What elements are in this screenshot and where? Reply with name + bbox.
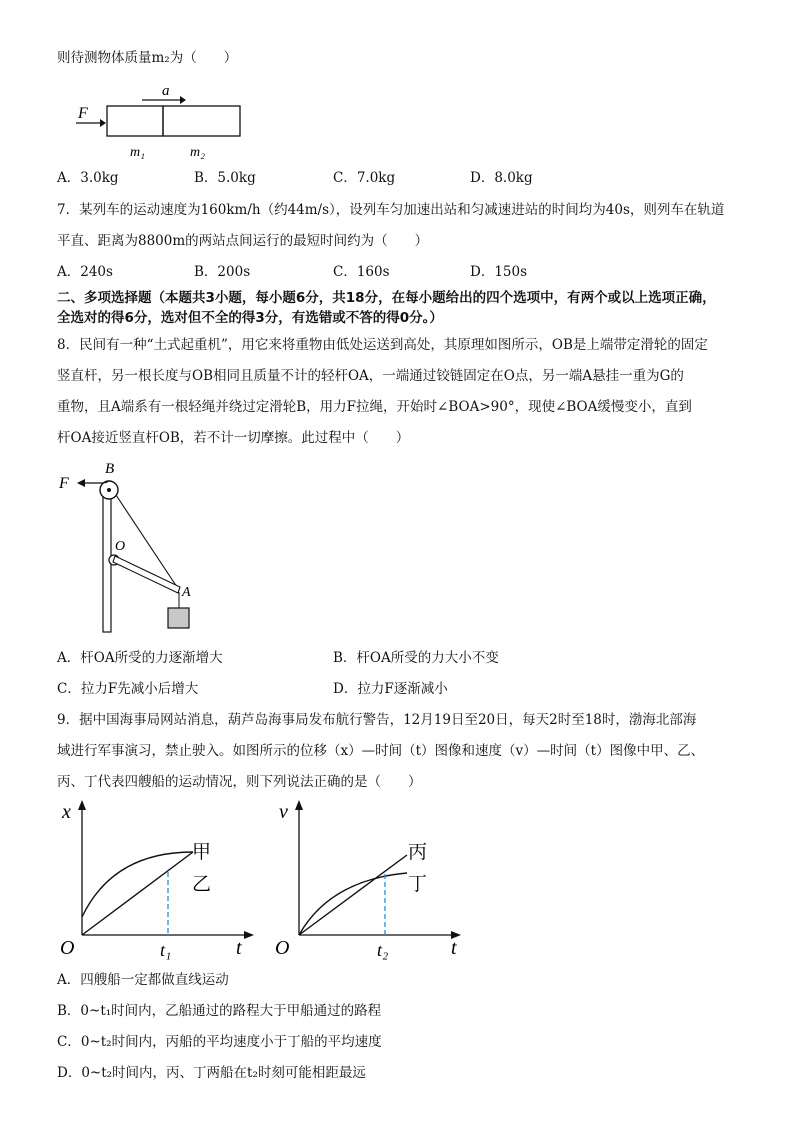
xt-origin: O [60,937,75,959]
force-label: F [78,105,88,122]
q9-option-b: B．0~t₁时间内，乙船通过的路程大于甲船通过的路程 [57,1003,382,1019]
m2-label: m₂ [190,145,205,160]
rod-OA [113,556,180,593]
curve-jia-label: 甲 [192,842,212,863]
section2-heading-line1: 二、多项选择题（本题共3小题，每小题6分，共18分，在每小题给出的四个选项中，有两个或以上选项正确， [57,290,716,306]
curve-bing [299,855,407,935]
xt-graph [58,800,258,965]
q7-option-b: B．200s [194,264,251,280]
q8-option-a: A．杆OA所受的力逐渐增大 [57,650,223,666]
q7-line1: 7．某列车的运动速度为160km/h（约44m/s），设列车匀加速出站和匀减速进站的时间均为40s，则列车在轨道 [57,202,725,218]
q6-block-figure [70,78,260,160]
xt-y-label: x [62,801,71,823]
curve-yi-label: 乙 [192,874,212,895]
q9-option-c: C．0~t₂时间内，丙船的平均速度小于丁船的平均速度 [57,1034,382,1050]
q6-option-b: B．5.0kg [194,170,256,186]
q9-option-d: D．0~t₂时间内，丙、丁两船在t₂时刻可能相距最远 [57,1065,366,1081]
q6-stem: 则待测物体质量m₂为（ ） [57,50,238,66]
q7-line2: 平直、距离为8800m的两站点间运行的最短时间约为（ ） [57,233,429,249]
q9-line3: 丙、丁代表四艘船的运动情况，则下列说法正确的是（ ） [57,774,422,790]
curve-bing-label: 丙 [408,842,428,863]
q8-option-c: C．拉力F先减小后增大 [57,681,199,697]
q7-option-c: C．160s [333,264,390,280]
F-label: F [59,475,69,492]
q6-option-a: A．3.0kg [57,170,119,186]
curve-ding [299,873,407,935]
block-m1 [107,106,163,136]
q7-option-a: A．240s [57,264,113,280]
B-label: B [105,461,115,477]
A-label: A [182,585,191,600]
q7-option-d: D．150s [470,264,528,280]
q6-option-c: C．7.0kg [333,170,396,186]
curve-yi [82,852,193,917]
q8-option-d: D．拉力F逐渐减小 [333,681,448,697]
block-m2 [163,106,240,136]
xt-x-label: t [236,937,242,959]
vt-tick-t2: t₂ [377,940,389,960]
vt-x-label: t [451,937,457,959]
q8-line4: 杆OA接近竖直杆OB，若不计一切摩擦。此过程中（ ） [57,430,410,446]
O-label: O [115,539,126,554]
xt-tick-t1: t₁ [160,940,172,960]
weight [168,608,189,628]
q6-option-d: D．8.0kg [470,170,533,186]
q8-line3: 重物，且A端系有一根轻绳并绕过定滑轮B，用力F拉绳，开始时∠BOA>90°，现使∠BOA缓慢变小，直到 [57,399,692,415]
curve-jia [82,852,193,935]
curve-ding-label: 丁 [408,874,428,895]
accel-label: a [162,83,170,99]
q9-line1: 9．据中国海事局网站消息，葫芦岛海事局发布航行警告，12月19日至20日，每天2时至18时，渤海北部海 [57,712,697,728]
vt-y-label: v [279,801,288,823]
vt-graph [275,800,475,965]
vt-origin: O [275,937,290,959]
q9-line2: 域进行军事演习，禁止驶入。如图所示的位移（x）—时间（t）图像和速度（v）—时间（t）图像中甲、乙、 [57,743,705,759]
q8-option-b: B．杆OA所受的力大小不变 [333,650,499,666]
q8-crane-figure [55,458,215,638]
section2-heading-line2: 全选对的得6分，选对但不全的得3分，有选错或不答的得0分。） [57,310,443,326]
q8-line2: 竖直杆，另一根长度与OB相同且质量不计的轻杆OA，一端通过铰链固定在O点，另一端A悬挂一重为G的 [57,368,684,384]
q8-line1: 8．民间有一种“土式起重机”，用它来将重物由低处运送到高处，其原理如图所示，OB是上端带定滑轮的固定 [57,337,708,353]
m1-label: m₁ [130,145,145,160]
q9-option-a: A．四艘船一定都做直线运动 [57,972,229,988]
